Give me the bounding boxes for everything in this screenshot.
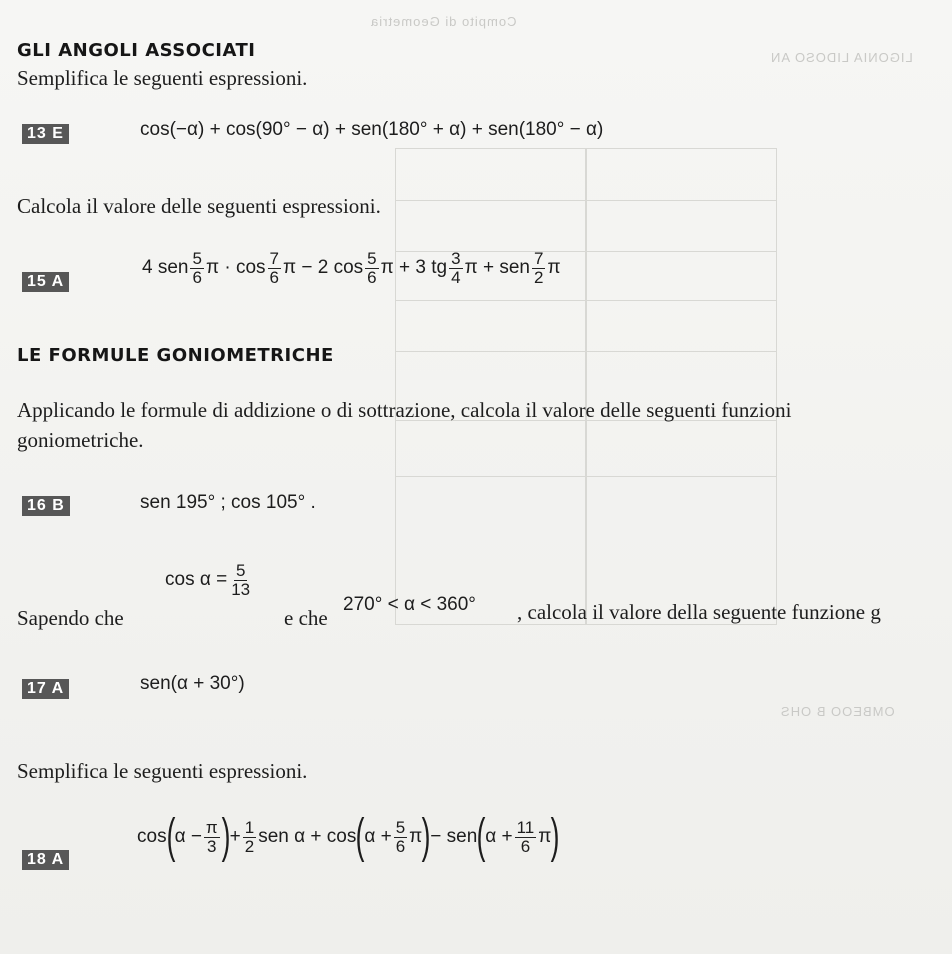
exercise-15-expression — [142, 250, 561, 287]
exercise-number-16: 16 B — [22, 496, 70, 516]
show-through-text: LIGONIA LIDOSO AN — [770, 50, 913, 65]
exercise-number-18: 18 A — [22, 850, 69, 870]
expr-part: cos — [137, 826, 167, 848]
fraction — [190, 250, 203, 287]
fraction — [365, 250, 378, 287]
paren-open: ( — [355, 810, 365, 863]
fraction — [268, 250, 281, 287]
denominator: 2 — [533, 267, 544, 287]
expr-part: π + sen — [464, 257, 530, 279]
numerator: 7 — [269, 249, 279, 268]
paren-open: ( — [476, 810, 486, 863]
numerator: 3 — [451, 249, 461, 268]
instruction-apply-line1: Applicando le formule di addizione o di sottrazione, calcola il valore delle seguenti funzioni — [17, 398, 792, 422]
expr-part: π — [538, 826, 552, 848]
paren-close: ) — [421, 810, 431, 863]
show-through-text: OMBEOO B OHS — [780, 704, 895, 719]
expr-text: cos(−α) + cos(90° − α) + sen(180° + α) + sen(180° − α) — [140, 119, 604, 140]
expr-part: π — [409, 826, 423, 848]
given-text-after: , calcola il valore della seguente funzione g — [517, 600, 881, 624]
numerator: 5 — [395, 817, 406, 837]
fraction — [515, 819, 537, 856]
expr-part: π + 3 tg — [380, 257, 448, 279]
numerator: 5 — [367, 249, 377, 268]
denominator: 6 — [520, 836, 531, 856]
numerator: 5 — [235, 561, 246, 580]
expr-part: 4 sen — [142, 257, 189, 279]
fraction — [204, 819, 220, 856]
show-through-col — [585, 148, 587, 625]
exercise-16-expression — [140, 492, 316, 514]
instruction-apply-line2: goniometriche. — [17, 428, 144, 452]
instruction-calculate: Calcola il valore delle seguenti espressioni. — [17, 194, 381, 218]
denominator: 4 — [451, 267, 461, 287]
fraction — [449, 250, 462, 287]
paren-close: ) — [550, 810, 560, 863]
show-through-text: Compito di Geometria — [370, 14, 517, 29]
expr-part: sen α + cos — [258, 826, 357, 848]
section-heading-formulas: LE FORMULE GONIOMETRICHE — [17, 345, 334, 366]
section-heading-angles: GLI ANGOLI ASSOCIATI — [17, 40, 256, 61]
fraction — [243, 819, 256, 856]
expr-text: sen 195° ; cos 105° . — [140, 492, 316, 513]
paren-open: ( — [166, 810, 175, 863]
denominator: 6 — [395, 836, 406, 856]
expr-part: + — [229, 826, 241, 848]
expr-part: α + — [364, 826, 392, 848]
denominator: 13 — [231, 579, 251, 599]
given-text-mid: e che — [284, 606, 328, 630]
expr-text: sen(α + 30°) — [140, 673, 245, 694]
exercise-number-15: 15 A — [22, 272, 69, 292]
exercise-13-expression — [140, 119, 603, 141]
denominator: 6 — [367, 267, 377, 287]
instruction-simplify-2: Semplifica le seguenti espressioni. — [17, 759, 308, 783]
denominator: 6 — [192, 267, 202, 287]
given-text-before: Sapendo che — [17, 606, 124, 630]
fraction — [229, 562, 252, 599]
expr-part: α − — [174, 826, 202, 848]
denominator: 3 — [207, 836, 217, 856]
given-range: 270° < α < 360° — [343, 594, 476, 615]
denominator: 2 — [244, 836, 255, 856]
exercise-18-expression — [137, 810, 560, 863]
exercise-number-13: 13 E — [22, 124, 69, 144]
expr-part: − sen — [430, 826, 478, 848]
given-cos-value — [165, 562, 254, 599]
paren-close: ) — [221, 810, 231, 863]
exercise-17-expression — [140, 673, 245, 695]
numerator: 11 — [516, 817, 535, 837]
instruction-simplify: Semplifica le seguenti espressioni. — [17, 66, 308, 90]
fraction — [532, 250, 545, 287]
numerator: 5 — [192, 249, 202, 268]
expr-part: π − 2 cos — [282, 257, 364, 279]
numerator: π — [205, 817, 218, 837]
denominator: 6 — [269, 267, 279, 287]
fraction — [394, 819, 407, 856]
expr-part: cos α = — [165, 569, 228, 591]
expr-part: α + — [485, 826, 513, 848]
numerator: 7 — [533, 249, 544, 268]
expr-part: π — [547, 257, 561, 279]
expr-part: π · cos — [205, 257, 266, 279]
exercise-number-17: 17 A — [22, 679, 69, 699]
numerator: 1 — [244, 817, 255, 837]
